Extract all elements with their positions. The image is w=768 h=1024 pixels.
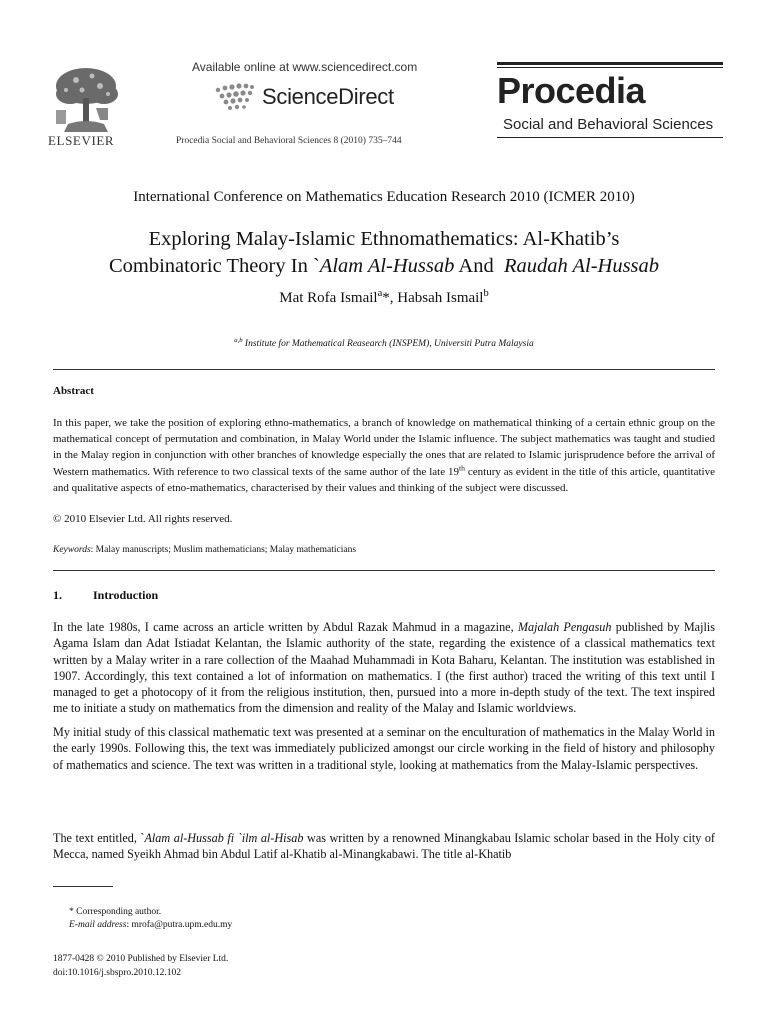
divider (53, 570, 715, 571)
procedia-logo: Procedia (497, 70, 646, 111)
paragraph-text: published by Majlis Agama Islam dan Adat Istiadat Kelantan, the Islamic authority of the state, regarding the existence of a classical mathematics text written by a Malay writer in a rare collection of the Maahad Muhammadi in Kota Baharu, Kelantan. The institution was established in 1907. Accordingly, this text contained a lot of information on mathematics. I (the first author) traced the writing of this text until I managed to get a photocopy of it from the religious institution, then, pursued into a more in-depth study of the text. The text inspired me to initiate a study on mathematics from the dimension and reality of the Malay and Islamic worldviews. (53, 620, 715, 716)
paragraph-text: was written by a renowned Minangkabau Islamic scholar based in the Holy city of Mecca, named Syeikh Ahmad bin Abdul Latif al-Khatib al-Minangkabawi. The title al-Khatib (53, 831, 715, 862)
elsevier-logo: ELSEVIER (48, 133, 115, 148)
header-rule (497, 62, 723, 65)
paragraph: My initial study of this classical mathematic text was presented at a seminar on the enculturation of mathematics in the Malay World in the early 1990s. Following this, the text was immediately publicized amongst our circle working in the field of history and philosophy of mathematics and science. The text was written in a traditional style, looking at mathematics from the Malay-Islamic perspectives. (53, 725, 715, 772)
abstract-text (53, 415, 715, 496)
author-name: Habsah Ismail (397, 290, 484, 306)
header-rule (497, 67, 723, 68)
affiliation-sup: a,b (234, 336, 243, 344)
paragraph (53, 619, 715, 717)
title-line-1: Exploring Malay-Islamic Ethnomathematics: Al-Khatib’s (148, 228, 620, 250)
affiliation (0, 336, 768, 349)
available-online-text: Available online at www.sciencedirect.com (192, 60, 418, 74)
footnote-email (69, 920, 232, 930)
sciencedirect-logo: ScienceDirect (262, 84, 394, 109)
keywords-list: : Malay manuscripts; Muslim mathematicians; Malay mathematicians (90, 545, 357, 555)
doi-line: doi:10.1016/j.sbspro.2010.12.102 (53, 968, 181, 978)
copyright-line: © 2010 Elsevier Ltd. All rights reserved. (53, 513, 233, 525)
title-italic: Raudah Al-Hussab (503, 255, 660, 277)
divider (53, 369, 715, 370)
author-affil-sup: b (483, 288, 489, 299)
journal-citation: Procedia Social and Behavioral Sciences 8 (2010) 735–744 (176, 136, 402, 146)
corresponding-mark: *, (382, 290, 398, 306)
footnote-divider (53, 886, 113, 887)
title-italic: Alam Al-Hussab (319, 255, 455, 277)
paragraph-text: The text entitled, ` (53, 831, 145, 845)
title-text: Combinatoric Theory In ` (108, 255, 320, 277)
procedia-subtitle: Social and Behavioral Sciences (503, 116, 714, 133)
affiliation-text: Institute for Mathematical Reasearch (INSPEM), Universiti Putra Malaysia (242, 339, 534, 349)
section-number: 1. (53, 588, 62, 602)
email-address: : mrofa@putra.upm.edu.my (126, 920, 233, 930)
abstract-body: In this paper, we take the position of exploring ethno-mathematics, a branch of knowledge on mathematical thinking of a certain ethnic group on the mathematical concept of permutation and combination, in Malay World under the Islamic influence. The subject mathematics was taught and studied in the Malay region in conjunction with other branches of knowledge especially the ones that are related to Islamic jurisprudence before the arrival of Western mathematics. With reference to two classical texts of the same author of the late 19 (53, 417, 715, 478)
keywords (53, 545, 356, 555)
author-name: Mat Rofa Ismail (279, 290, 378, 306)
title-line-2 (40, 253, 728, 280)
header-rule (497, 137, 723, 138)
keywords-label: Keywords (53, 545, 91, 555)
author-affil-sup: a (377, 288, 383, 299)
footnote-corresponding: * Corresponding author. (69, 907, 162, 917)
section-heading (53, 588, 158, 603)
elsevier-tree-icon (48, 64, 124, 134)
paragraph-italic: Alam al-Hussab fi `ilm al-Hisab (144, 831, 304, 845)
title-text: And (454, 255, 504, 277)
conference-name: International Conference on Mathematics Education Research 2010 (ICMER 2010) (133, 189, 635, 205)
paragraph-italic: Majalah Pengasuh (517, 620, 612, 634)
email-label: E-mail address (69, 920, 127, 930)
paragraph-text: In the late 1980s, I came across an article written by Abdul Razak Mahmud in a magazine, (53, 620, 518, 634)
abstract-body: century as evident in the title of this article, quantitative and qualitative aspects of etno-mathematics, characterised by their values and thinking of the subject were discussed. (53, 465, 715, 494)
abstract-heading: Abstract (53, 385, 94, 397)
issn-line: 1877-0428 © 2010 Published by Elsevier Ltd. (53, 954, 229, 964)
authors (0, 290, 768, 307)
abstract-sup: th (459, 462, 465, 472)
paper-title (40, 226, 728, 280)
section-title: Introduction (93, 588, 159, 602)
paragraph (53, 830, 715, 863)
